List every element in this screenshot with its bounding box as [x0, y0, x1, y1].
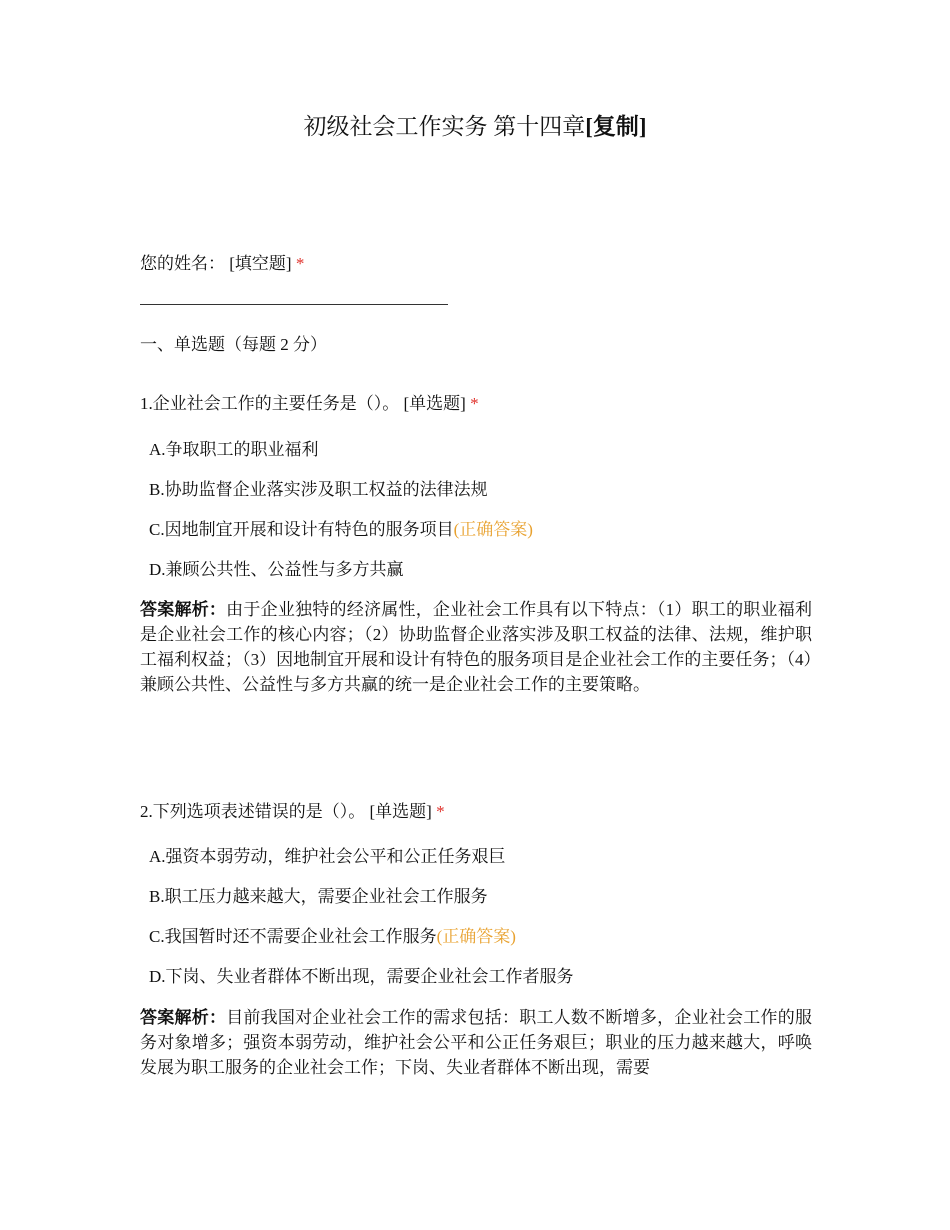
copy-tag: [复制]: [585, 114, 647, 139]
option-text: C.我国暂时还不需要企业社会工作服务: [149, 927, 437, 946]
option-text: D.兼顾公共性、公益性与多方共赢: [149, 560, 404, 579]
option-text: C.因地制宜开展和设计有特色的服务项目: [149, 520, 454, 539]
question-2-stem-row: [140, 800, 445, 824]
section-heading: 一、单选题（每题 2 分）: [140, 335, 327, 354]
option-text: B.协助监督企业落实涉及职工权益的法律法规: [149, 480, 488, 499]
name-input[interactable]: [140, 304, 448, 305]
question-stem: 2.下列选项表述错误的是（）。: [140, 802, 366, 821]
analysis-label: 答案解析：: [140, 1008, 227, 1027]
question-1-stem-row: [140, 392, 479, 416]
question-1-analysis: [140, 597, 812, 697]
correct-answer-tag: (正确答案): [453, 520, 533, 539]
required-mark: *: [436, 802, 445, 821]
question-2-option-b[interactable]: [149, 885, 488, 909]
option-text: B.职工压力越来越大，需要企业社会工作服务: [149, 887, 488, 906]
question-1-option-c[interactable]: [149, 518, 533, 542]
analysis-text: 目前我国对企业社会工作的需求包括：职工人数不断增多，企业社会工作的服务对象增多；强资本弱劳动，维护社会公平和公正任务艰巨；职业的压力越来越大，呼唤发展为职工服务的企业社会工作；下岗、失业者群体不断出现，需要: [140, 1008, 813, 1077]
required-mark: *: [295, 254, 305, 273]
option-text: A.争取职工的职业福利: [149, 440, 319, 459]
question-1-option-b[interactable]: [149, 478, 488, 502]
correct-answer-tag: (正确答案): [436, 927, 516, 946]
name-field-label: 您的姓名：: [140, 254, 225, 273]
question-type-tag: [单选题]: [403, 394, 466, 413]
question-2-option-c[interactable]: [149, 925, 516, 949]
analysis-text: 由于企业独特的经济属性，企业社会工作具有以下特点：（1）职工的职业福利是企业社会工作的核心内容；（2）协助监督企业落实涉及职工权益的法律、法规，维护职工福利权益；（3）因地制宜开展和设计有特色的服务项目是企业社会工作的主要任务；（4）兼顾公共性、公益性与多方共赢的统一是企业社会工作的主要策略。: [140, 600, 813, 694]
required-mark: *: [470, 394, 479, 413]
question-1-option-a[interactable]: [149, 438, 319, 462]
question-2-option-a[interactable]: [149, 845, 506, 869]
title-text: 初级社会工作实务 第十四章: [303, 114, 586, 139]
question-stem: 1.企业社会工作的主要任务是（）。: [140, 394, 400, 413]
option-text: A.强资本弱劳动，维护社会公平和公正任务艰巨: [149, 847, 506, 866]
analysis-label: 答案解析：: [140, 600, 227, 619]
question-2-option-d[interactable]: [149, 965, 574, 989]
question-2-analysis: [140, 1005, 812, 1080]
name-field-type-tag: [填空题]: [229, 254, 292, 273]
name-field-label-row: [140, 252, 304, 276]
question-1-option-d[interactable]: [149, 558, 404, 582]
question-type-tag: [单选题]: [369, 802, 432, 821]
option-text: D.下岗、失业者群体不断出现，需要企业社会工作者服务: [149, 967, 574, 986]
page-title: [0, 110, 950, 144]
